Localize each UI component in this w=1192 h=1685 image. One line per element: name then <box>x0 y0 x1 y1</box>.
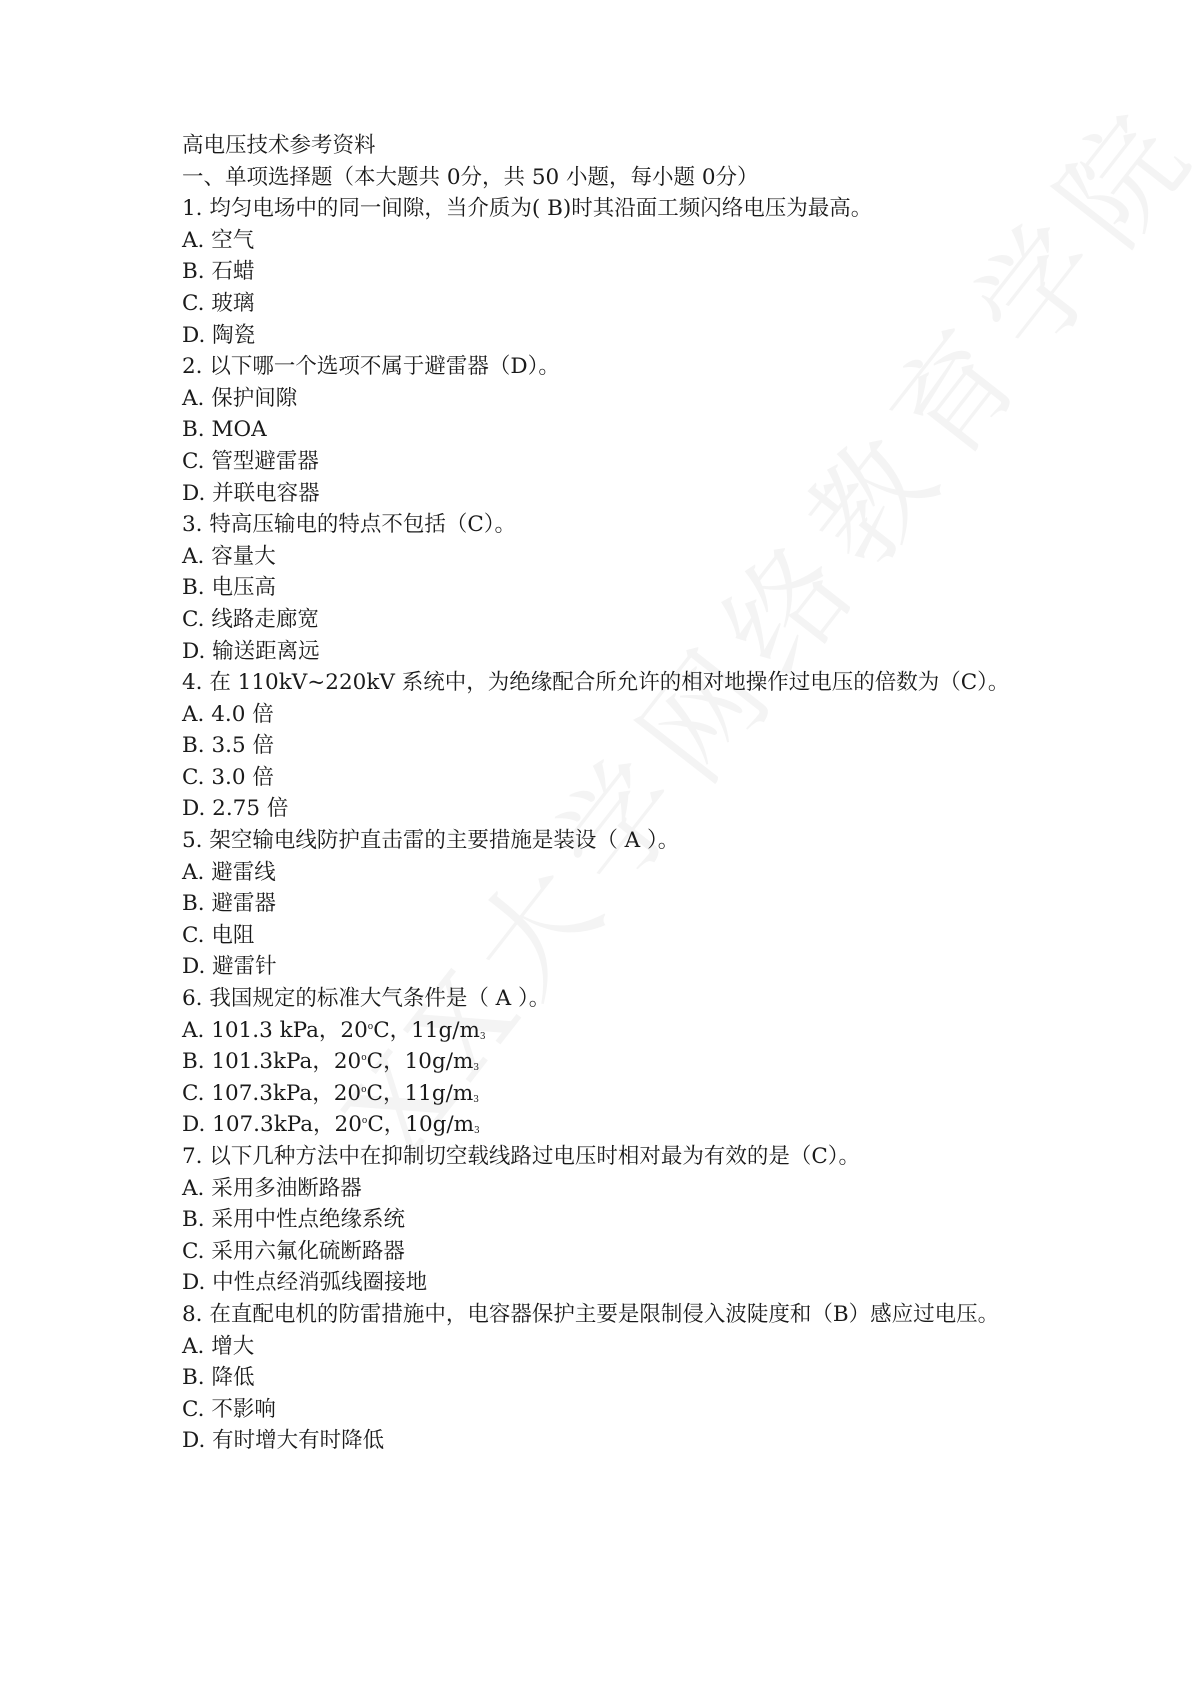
question-7-option-c: C. 采用六氟化硫断路器 <box>182 1238 405 1264</box>
question-1-stem: 1. 均匀电场中的同一间隙，当介质为( B)时其沿面工频闪络电压为最高。 <box>182 196 873 222</box>
question-1-option-a: A. 空气 <box>182 227 255 253</box>
question-7-option-b: B. 采用中性点绝缘系统 <box>182 1207 405 1233</box>
question-7-stem: 7. 以下几种方法中在抑制切空载线路过电压时相对最为有效的是（C）。 <box>182 1144 861 1169</box>
question-6-option-b: B. 101.3kPa，20$^o$C，$10g/m_3$ <box>182 1049 480 1075</box>
question-5-option-c: C. 电阻 <box>182 922 255 948</box>
question-1-option-b: B. 石蜡 <box>182 259 255 285</box>
document-page <box>182 130 1022 1457</box>
question-2-stem: 2. 以下哪一个选项不属于避雷器（D）。 <box>182 354 560 380</box>
question-2-option-b: B. MOA <box>182 417 267 443</box>
question-3-stem: 3. 特高压输电的特点不包括（C）。 <box>182 512 517 538</box>
question-3-option-b: B. 电压高 <box>182 575 276 601</box>
question-8-option-d: D. 有时增大有时降低 <box>182 1428 385 1454</box>
doc-title: 高电压技术参考资料 <box>182 133 376 158</box>
question-6-stem: 6. 我国规定的标准大气条件是（ A ）。 <box>182 986 551 1012</box>
question-2-option-c: C. 管型避雷器 <box>182 448 319 474</box>
question-6-option-a: A. 101.3 kPa，20$^o$C，$11g/m_3$ <box>182 1017 486 1043</box>
question-4-option-c: C. 3.0 倍 <box>182 764 274 790</box>
question-3-option-c: C. 线路走廊宽 <box>182 606 319 632</box>
question-4-option-b: B. 3.5 倍 <box>182 733 274 759</box>
question-4-option-a: A. 4.0 倍 <box>182 701 274 727</box>
question-7-option-d: D. 中性点经消弧线圈接地 <box>182 1270 428 1296</box>
question-1-option-c: C. 玻璃 <box>182 290 255 316</box>
question-8-option-c: C. 不影响 <box>182 1396 276 1422</box>
question-2-option-a: A. 保护间隙 <box>182 385 298 411</box>
question-3-option-a: A. 容量大 <box>182 543 276 569</box>
question-8-option-a: A. 增大 <box>182 1333 255 1359</box>
question-6-option-c: C. 107.3kPa，20$^o$C，$11g/m_3$ <box>182 1080 479 1106</box>
question-7-option-a: A. 采用多油断路器 <box>182 1175 362 1201</box>
question-8-stem: 8. 在直配电机的防雷措施中，电容器保护主要是限制侵入波陡度和（B）感应过电压。 <box>182 1301 1000 1327</box>
question-6-option-d: D. 107.3kPa，20$^o$C，$10g/m_3$ <box>182 1112 480 1138</box>
question-5-option-b: B. 避雷器 <box>182 891 276 917</box>
question-8-option-b: B. 降低 <box>182 1365 255 1391</box>
question-1-option-d: D. 陶瓷 <box>182 322 256 348</box>
question-4-option-d: D. 2.75 倍 <box>182 796 289 822</box>
question-5-option-a: A. 避雷线 <box>182 859 276 885</box>
question-3-option-d: D. 输送距离远 <box>182 638 320 664</box>
section-heading: 一、单项选择题（本大题共 0分，共 50 小题，每小题 0分） <box>182 164 759 190</box>
question-5-option-d: D. 避雷针 <box>182 954 277 980</box>
question-5-stem: 5. 架空输电线防护直击雷的主要措施是装设（ A ）。 <box>182 828 680 854</box>
question-4-stem: 4. 在 110kV~220kV 系统中，为绝缘配合所允许的相对地操作过电压的倍数为（C）。 <box>182 670 1010 696</box>
question-2-option-d: D. 并联电容器 <box>182 480 320 506</box>
